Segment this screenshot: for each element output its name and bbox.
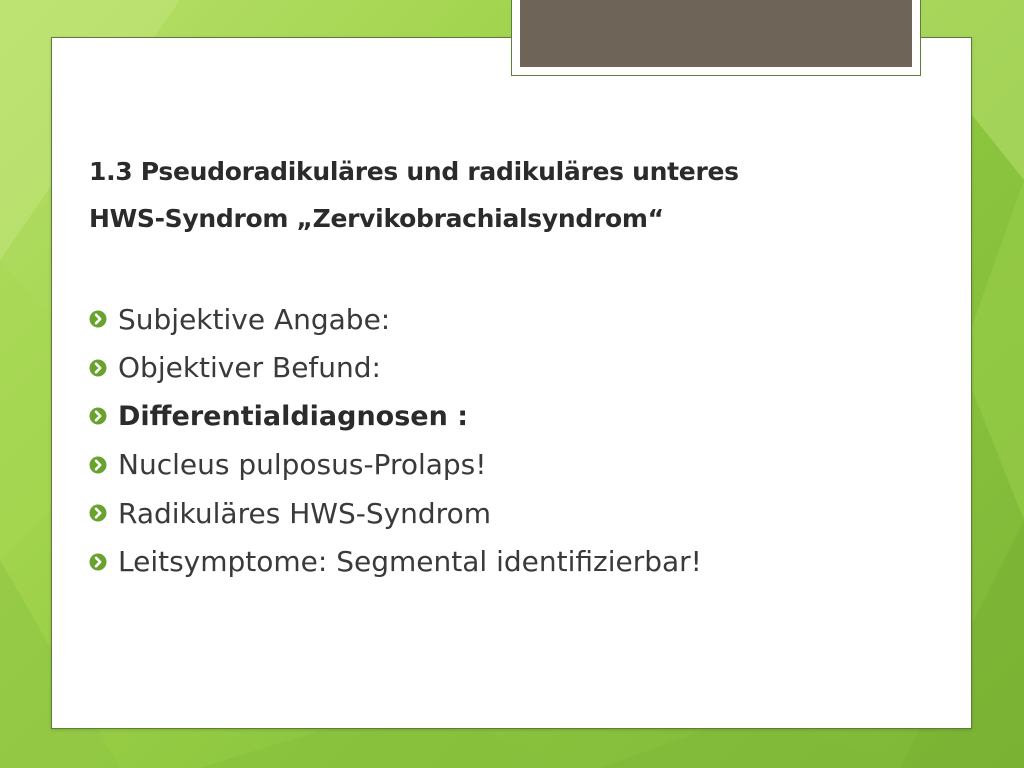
bullet-label: Nucleus pulposus-Prolaps! — [118, 448, 487, 482]
bullet-label: Subjektive Angabe: — [118, 302, 391, 336]
bullet-label: Objektiver Befund: — [118, 351, 381, 385]
circled-chevron-right-icon — [89, 504, 107, 522]
bullet-label: Differentialdiagnosen : — [118, 400, 469, 432]
bullet-item — [89, 295, 919, 344]
circled-chevron-right-icon — [89, 456, 107, 474]
bullet-item — [89, 392, 919, 441]
circled-chevron-right-icon — [89, 407, 107, 425]
title-placeholder-fill — [520, 0, 912, 67]
circled-chevron-right-icon — [89, 359, 107, 377]
bullet-item — [89, 538, 919, 587]
slide-heading — [89, 148, 909, 242]
bullet-item — [89, 441, 919, 490]
title-placeholder-tab — [511, 0, 921, 76]
circled-chevron-right-icon — [89, 553, 107, 571]
heading-line-2: HWS-Syndrom „Zervikobrachialsyndrom“ — [89, 204, 664, 233]
bullet-item — [89, 489, 919, 538]
bullet-list — [89, 295, 919, 586]
circled-chevron-right-icon — [89, 310, 107, 328]
heading-line-1: 1.3 Pseudoradikuläres und radikuläres unteres — [89, 157, 739, 186]
bullet-item — [89, 344, 919, 393]
bullet-label: Radikuläres HWS-Syndrom — [118, 496, 491, 530]
bullet-label: Leitsymptome: Segmental identifizierbar! — [118, 545, 702, 579]
